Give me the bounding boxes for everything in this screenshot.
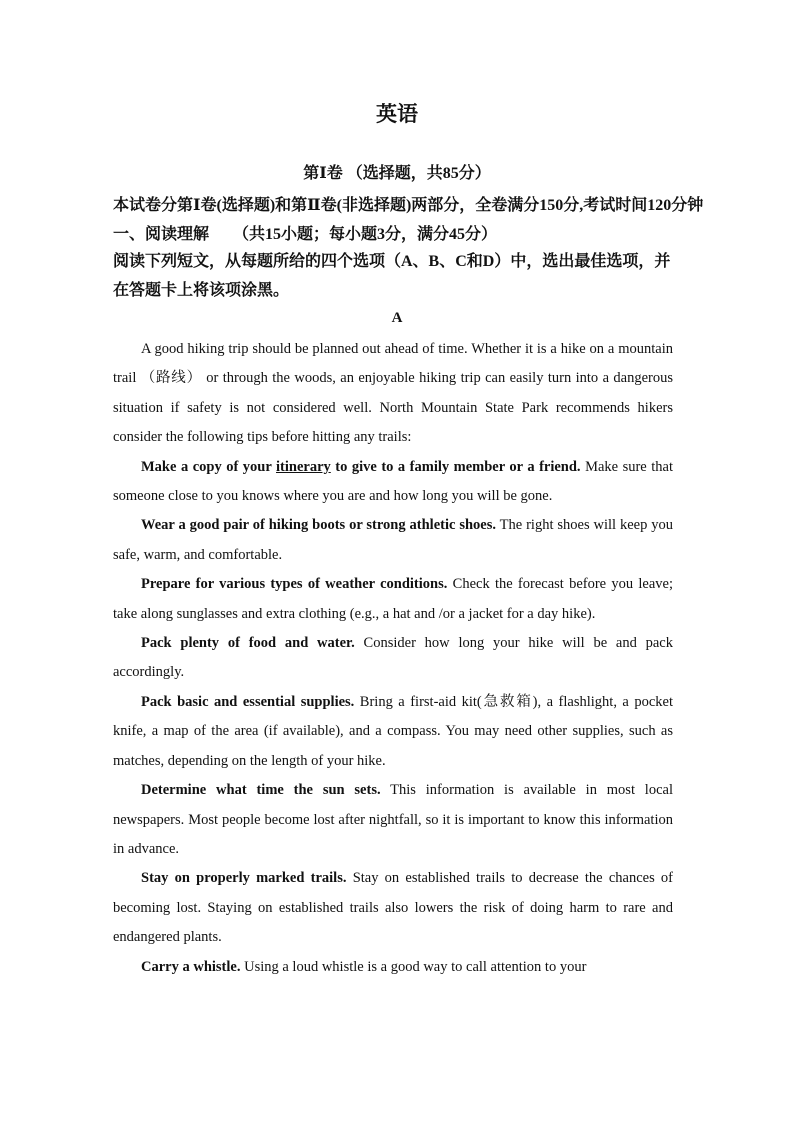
section-heading: 一、阅读理解 （共15小题；每小题3分，满分45分） xyxy=(113,226,498,243)
exam-note: 本试卷分第Ⅰ卷(选择题)和第Ⅱ卷(非选择题)两部分，全卷满分150分,考试时间120分钟 xyxy=(113,197,704,214)
tip-paragraph xyxy=(113,570,673,629)
tip-paragraph xyxy=(113,511,673,570)
tip-heading: Wear a good pair of hiking boots or strong athletic shoes. xyxy=(141,517,496,534)
instruction: 阅读下列短文，从每题所给的四个选项（A、B、C和D）中，选出最佳选项，并在答题卡上将该项涂黑。 xyxy=(113,253,671,299)
underlined-word: itinerary xyxy=(276,458,331,475)
intro-paragraph: A good hiking trip should be planned out ahead of time. Whether it is a hike on a mountain trail （路线） or through the woods, an enjoyable hiking trip can easily turn into a dangerous situation if safety is not considered well. North Mountain State Park recommends hikers consider the following tips before hitting any trails: xyxy=(113,341,673,446)
tip-paragraph xyxy=(113,688,673,776)
tip-paragraph xyxy=(113,629,673,688)
tip-heading: Stay on properly marked trails. xyxy=(141,870,347,887)
tip-text: This information is available in most local newspapers. Most people become lost after nightfall, so it is important to know this information in advance. xyxy=(113,782,673,857)
tip-paragraph xyxy=(113,453,673,512)
part-title: 第Ⅰ卷 （选择题，共85分） xyxy=(303,165,491,182)
tip-heading: Pack basic and essential supplies. xyxy=(141,693,355,710)
passage-body xyxy=(113,335,673,982)
tip-text: Make sure that someone close to you knows where you are and how long you will be gone. xyxy=(113,458,673,505)
tip-text: Using a loud whistle is a good way to call attention to your xyxy=(240,958,587,975)
tip-heading: Carry a whistle. xyxy=(141,958,241,975)
tip-text: Stay on established trails to decrease the chances of becoming lost. Staying on established trails also lowers the risk of doing harm to rare and endangered plants. xyxy=(113,870,674,946)
tip-heading: Make a copy of your itinerary to give to a family member or a friend. xyxy=(141,458,581,475)
tip-paragraph xyxy=(113,953,673,982)
tip-paragraph xyxy=(113,864,673,952)
tip-heading: Determine what time the sun sets. xyxy=(141,782,381,799)
tip-text: The right shoes will keep you safe, warm, and comfortable. xyxy=(113,517,673,563)
passage-label: A xyxy=(391,310,403,326)
tip-heading: Pack plenty of food and water. xyxy=(141,635,355,652)
tip-paragraph xyxy=(113,776,673,864)
tip-text: Consider how long your hike will be and pack accordingly. xyxy=(113,635,673,681)
page-title: 英语 xyxy=(376,102,418,126)
tip-heading: Prepare for various types of weather conditions. xyxy=(141,576,448,593)
tip-text: Check the forecast before you leave; take along sunglasses and extra clothing (e.g., a hat and /or a jacket for a day hike). xyxy=(113,576,673,622)
tip-text: Bring a first-aid kit(急救箱), a flashlight, a pocket knife, a map of the area (if available), and a compass. You may need other supplies, such as matches, depending on the length of your hike. xyxy=(113,693,673,769)
